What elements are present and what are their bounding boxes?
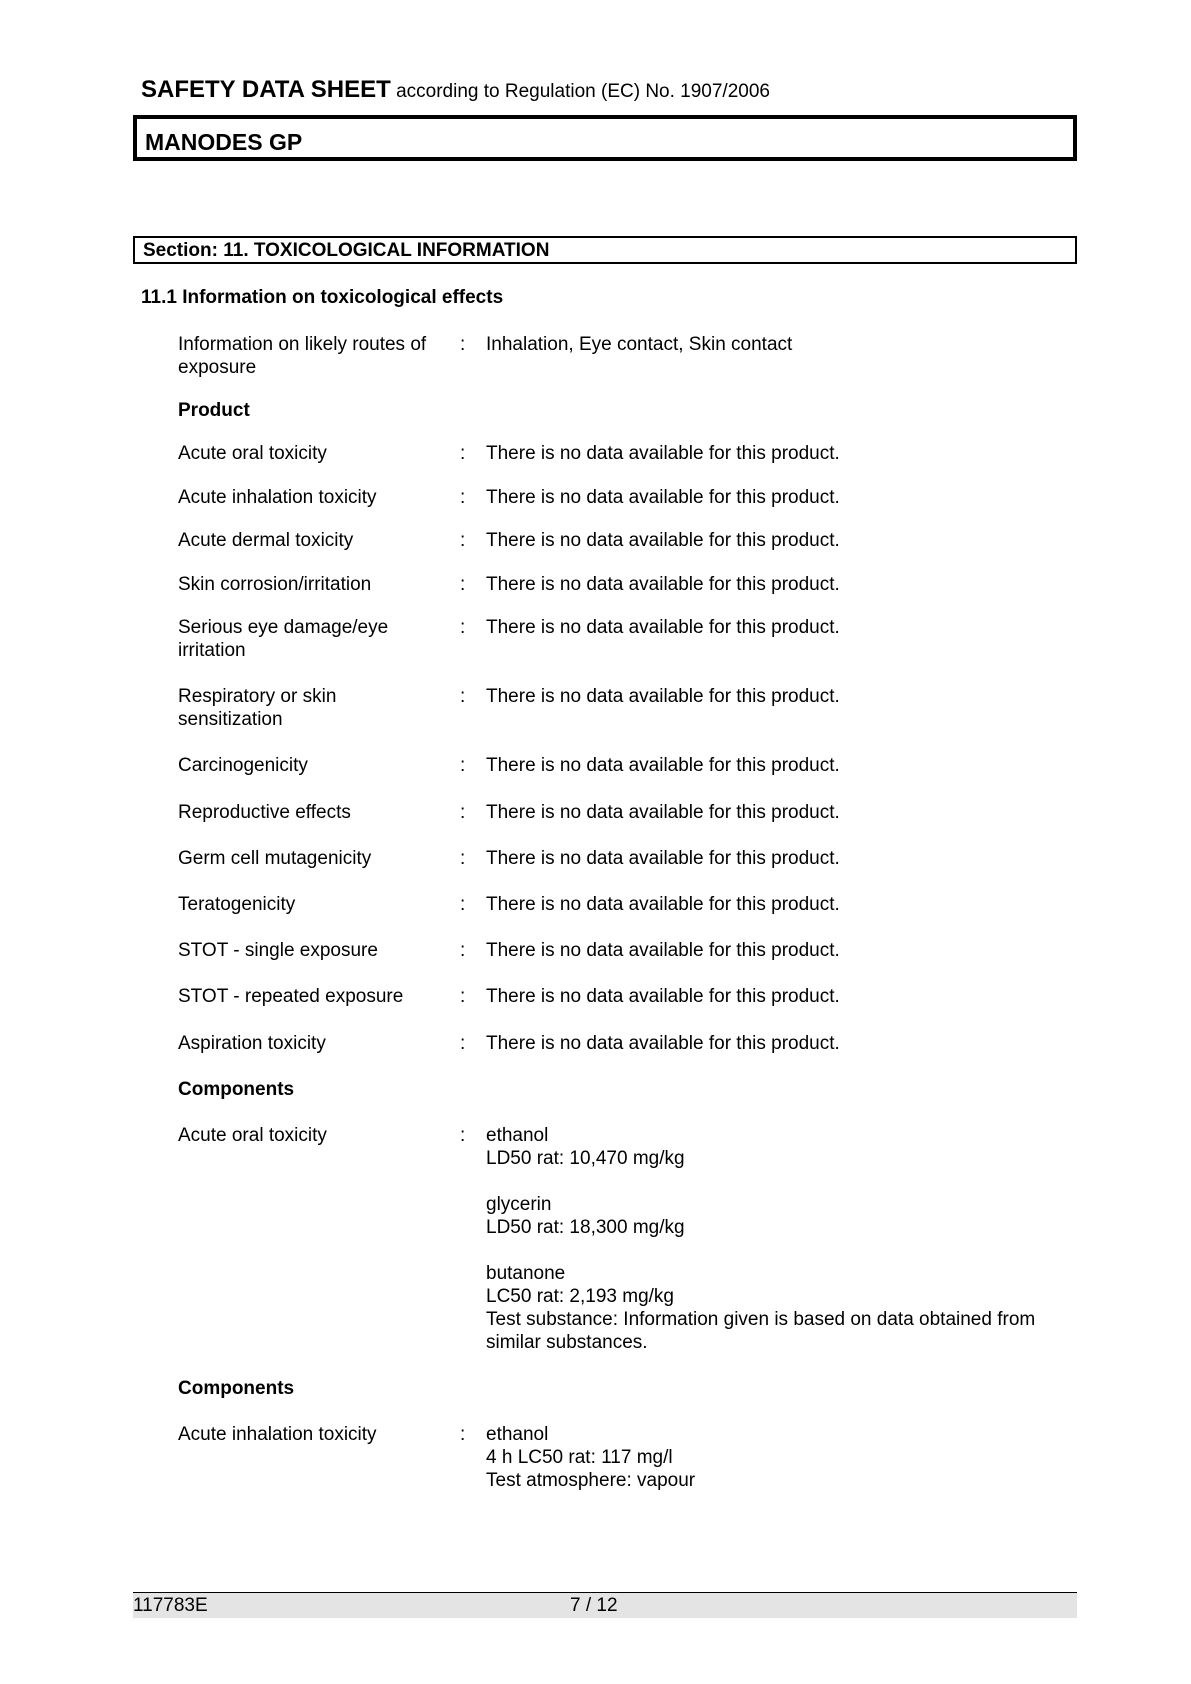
product-row: Respiratory or skin sensitization : There is no data available for this product. [178,686,840,730]
toxicology-content [178,333,1078,1492]
components-inhalation-values: ethanol 4 h LC50 rat: 117 mg/l Test atmosphere: vapour [486,1424,696,1491]
section-title: Section: 11. TOXICOLOGICAL INFORMATION [143,240,550,261]
product-row: Acute inhalation toxicity : There is no data available for this product. [178,487,840,508]
components-oral-row: Acute oral toxicity : ethanol LD50 rat: 10,470 mg/kg glycerin LD50 rat: 18,300 mg/kg butanone LC50 rat: 2,193 mg/kg Test substance: Information given is based on data obtained from similar substances. [178,1124,1078,1377]
product-row: Carcinogenicity : There is no data available for this product. [178,755,840,776]
product-row: Aspiration toxicity : There is no data available for this product. [178,1033,840,1054]
product-row: Reproductive effects : There is no data available for this product. [178,802,840,823]
subsection-heading: 11.1 Information on toxicological effects [141,287,504,308]
product-row: Acute dermal toxicity : There is no data available for this product. [178,530,840,551]
product-row: Germ cell mutagenicity : There is no data available for this product. [178,848,840,869]
components-inhalation-row: Acute inhalation toxicity : ethanol 4 h LC50 rat: 117 mg/l Test atmosphere: vapour [178,1423,1078,1492]
sds-header [141,76,1101,105]
product-row: STOT - repeated exposure : There is no data available for this product. [178,986,840,1007]
sds-title: SAFETY DATA SHEET [141,76,391,103]
components-heading: Components [178,1378,295,1399]
product-row: Acute oral toxicity : There is no data available for this product. [178,443,840,464]
routes-label: Information on likely routes of exposure [178,334,427,378]
routes-value: Inhalation, Eye contact, Skin contact [486,334,793,355]
product-heading: Product [178,400,250,421]
product-row: Teratogenicity : There is no data available for this product. [178,894,840,915]
page-footer [133,1592,1077,1618]
components-oral-values: ethanol LD50 rat: 10,470 mg/kg glycerin LD50 rat: 18,300 mg/kg butanone LC50 rat: 2,193 mg/kg Test substance: Information given is based on data obtained from similar substances. [486,1125,1036,1353]
product-row: Skin corrosion/irritation : There is no data available for this product. [178,574,840,595]
routes-row: Information on likely routes of exposure : Inhalation, Eye contact, Skin contact [178,333,1078,399]
components-heading: Components [178,1079,295,1100]
section-title-box [133,236,1077,264]
product-name: MANODES GP [145,129,303,155]
product-row: STOT - single exposure : There is no data available for this product. [178,940,840,961]
product-name-box [133,115,1077,161]
page-number: 7 / 12 [570,1595,618,1616]
sds-regulation: according to Regulation (EC) No. 1907/2006 [396,81,770,102]
product-row: Serious eye damage/eye irritation : There is no data available for this product. [178,617,840,661]
document-number: 117783E [133,1595,208,1616]
